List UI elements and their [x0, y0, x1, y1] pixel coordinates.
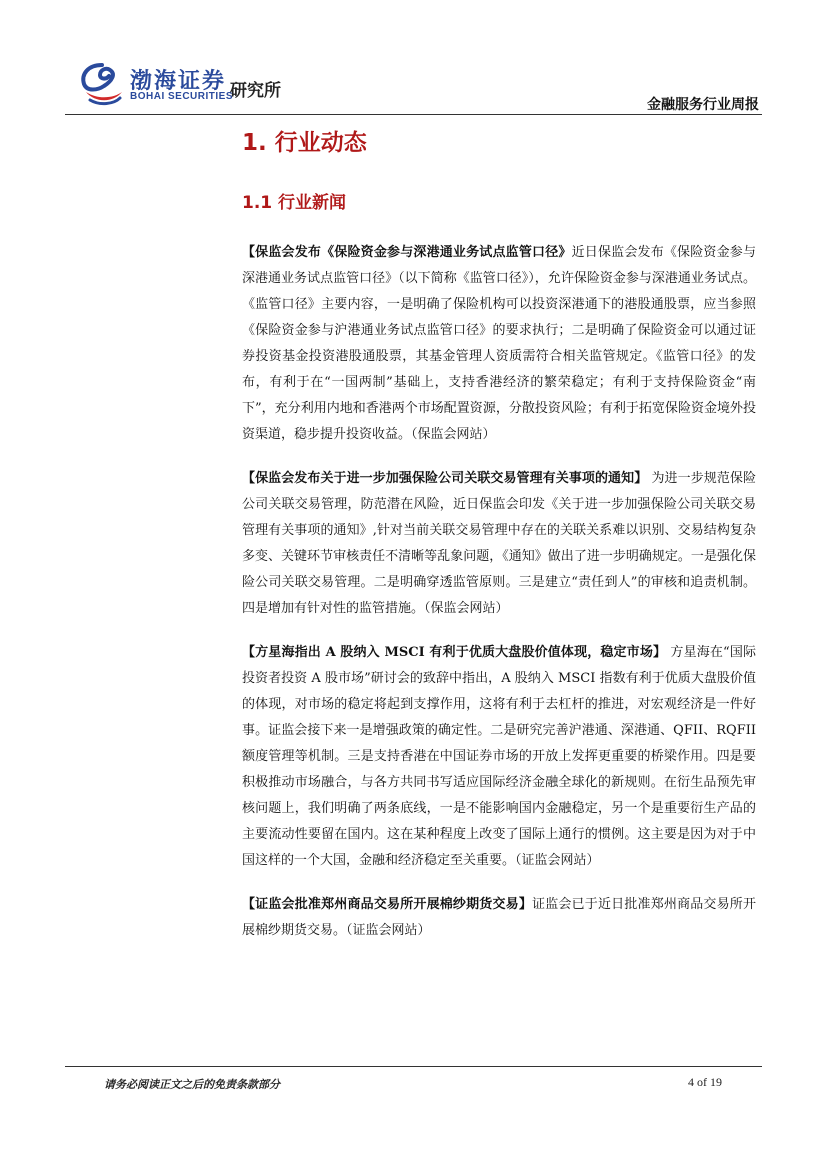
- header-divider: [65, 114, 762, 115]
- news-source: （证监会网站）: [346, 923, 431, 938]
- brand-institute: 研究所: [230, 81, 281, 101]
- news-title: 【保监会发布关于进一步加强保险公司关联交易管理有关事项的通知】: [242, 471, 648, 486]
- footer-divider: [65, 1066, 762, 1067]
- news-title: 【方星海指出 A 股纳入 MSCI 有利于优质大盘股价值体现，稳定市场】: [242, 645, 667, 660]
- news-body: 方星海在“国际投资者投资 A 股市场”研讨会的致辞中指出，A 股纳入 MSCI 指数有利于优质大盘股价值的体现，对市场的稳定将起到支撑作用，这将有利于去杠杆的推进，对宏观经济是一件好事。证监会接下来一是增强政策的确定性。二是研究完善沪港通、深港通、QFII、RQFII 额度管理等机制。三是支持香港在中国证券市场的开放上发挥更重要的桥梁作用。四是要积极推动市场融合，与各方共同书写适应国际经济金融全球化的新规则。在衍生品预先审核问题上，我们明确了两条底线，一是不能影响国内金融稳定，另一个是重要衍生产品的主要流动性要留在国内。这在某种程度上改变了国际上通行的惯例。这主要是因为对于中国这样的一个大国，金融和经济稳定至关重要。: [242, 645, 756, 868]
- brand-logo: [78, 62, 300, 106]
- news-body: 证监会已于近日批准郑州商品交易所开展棉纱期货交易。: [242, 897, 756, 938]
- news-body: 近日保监会发布《保险资金参与深港通业务试点监管口径》（以下简称《监管口径》），允许保险资金参与深港通业务试点。《监管口径》主要内容，一是明确了保险机构可以投资深港通下的港股通股票，应当参照《保险资金参与沪港通业务试点监管口径》的要求执行；二是明确了保险资金可以通过证券投资基金投资港股通股票，其基金管理人资质需符合相关监管规定。《监管口径》的发布，有利于在“一国两制”基础上，支持香港经济的繁荣稳定；有利于支持保险资金“南下”，充分利用内地和香港两个市场配置资源，分散投资风险；有利于拓宽保险资金境外投资渠道，稳步提升投资收益。: [242, 245, 756, 442]
- news-source: （保监会网站）: [424, 601, 509, 616]
- main-content: [242, 120, 756, 944]
- news-source: （证监会网站）: [515, 853, 600, 868]
- news-title: 【证监会批准郑州商品交易所开展棉纱期货交易】: [242, 897, 533, 912]
- subsection-heading: 1.1 行业新闻: [242, 193, 347, 213]
- page-header: [0, 0, 827, 118]
- brand-name-en: BOHAI SECURITIES: [130, 91, 234, 102]
- news-item: [242, 240, 756, 448]
- news-item: [242, 892, 756, 944]
- news-body: 为进一步规范保险公司关联交易管理，防范潜在风险，近日保监会印发《关于进一步加强保险公司关联交易管理有关事项的通知》,针对当前关联交易管理中存在的关联关系难以识别、交易结构复杂多变、关键环节审核责任不清晰等乱象问题，《通知》做出了进一步明确规定。一是强化保险公司关联交易管理。二是明确穿透监管原则。三是建立“责任到人”的审核和追责机制。四是增加有针对性的监管措施。: [242, 471, 756, 616]
- footer-disclaimer: 请务必阅读正文之后的免责条款部分: [104, 1078, 280, 1091]
- section-heading: 1. 行业动态: [242, 130, 367, 156]
- bohai-logo-icon: [78, 62, 126, 106]
- news-title: 【保监会发布《保险资金参与深港通业务试点监管口径》: [242, 245, 572, 260]
- brand-name-cn: 渤海证券: [130, 69, 227, 94]
- news-source: （保监会网站）: [411, 427, 496, 442]
- page-number: 4 of 19: [688, 1075, 722, 1089]
- news-item: [242, 640, 756, 874]
- news-item: [242, 466, 756, 622]
- report-type: 金融服务行业周报: [647, 97, 759, 113]
